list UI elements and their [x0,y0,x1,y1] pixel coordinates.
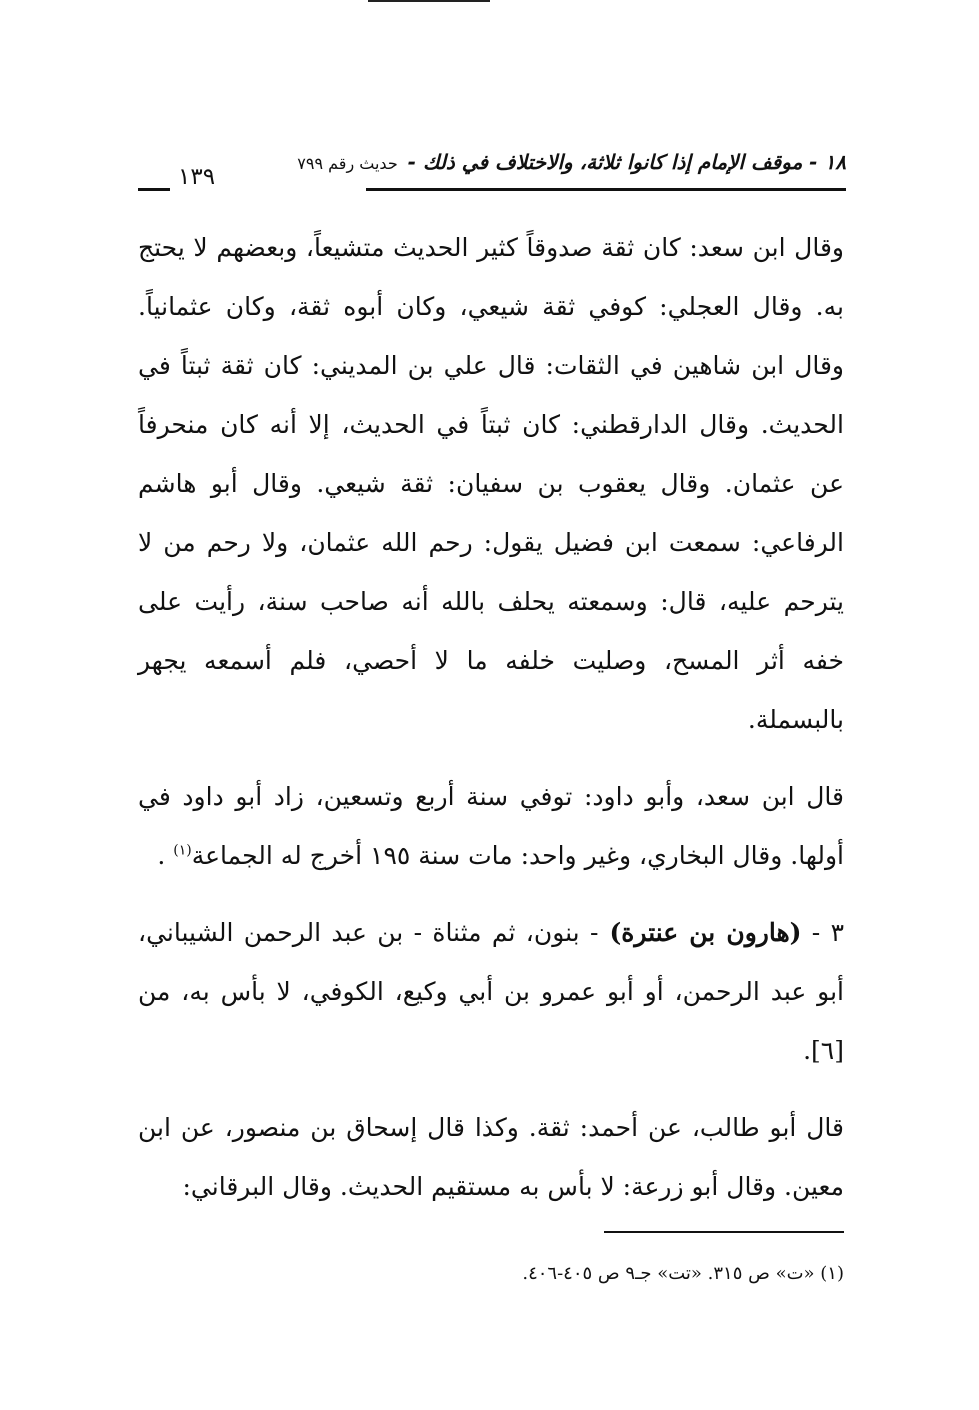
paragraph-2 [138,767,844,885]
running-title [297,150,846,174]
top-rule [368,0,490,2]
hadith-number: حديث رقم ٧٩٩ [297,154,398,173]
chapter-title: ١٨ - موقف الإمام إذا كانوا ثلاثة، والاختلاف في ذلك - [407,150,846,174]
page-number: ١٣٩ [178,164,216,190]
paragraph-3-text: - بنون، ثم مثناة - بن عبد الرحمن الشيباني، أبو عبد الرحمن، أو أبو عمرو بن أبي وكيع، الكوفي، لا بأس به، من [٦]. [138,918,844,1065]
body-text [138,218,844,1216]
paragraph-2-end: . [157,841,174,870]
entry-number: ٣ - [801,918,844,947]
footnote-rule [604,1231,844,1233]
narrator-name: (هارون بن عنترة) [598,918,802,947]
paragraph-2-text: قال ابن سعد، وأبو داود: توفي سنة أربع وتسعين، زاد أبو داود في أولها. وقال البخاري، وغير واحد: مات سنة ١٩٥ أخرج له الجماعة [138,782,844,870]
footnote: (١) «ت» ص ٣١٥. «تت» جـ٩ ص ٤٠٥-٤٠٦. [522,1263,844,1284]
header-rule-long [366,188,846,191]
header-rule-short [138,188,170,191]
paragraph-3 [138,903,844,1080]
paragraph-4: قال أبو طالب، عن أحمد: ثقة. وكذا قال إسحاق بن منصور، عن ابن معين. وقال أبو زرعة: لا بأس به مستقيم الحديث. وقال البرقاني: [138,1113,844,1201]
footnote-marker: (١) [173,842,192,859]
paragraph-1: وقال ابن سعد: كان ثقة صدوقاً كثير الحديث متشيعاً، وبعضهم لا يحتج به. وقال العجلي: كوفي ثقة شيعي، وكان أبوه ثقة، وكان عثمانياً. وقال ابن شاهين في الثقات: قال علي بن المديني: كان ثقة ثبتاً في الحديث. وقال الدارقطني: كان ثبتاً في الحديث، إلا أنه كان منحرفاً عن عثمان. وقال يعقوب بن سفيان: ثقة شيعي. وقال أبو هاشم الرفاعي: سمعت ابن فضيل يقول: رحم الله عثمان، ولا رحم من لا يترحم عليه، قال: وسمعته يحلف بالله أنه صاحب سنة، رأيت على خفه أثر المسح، وصليت خلفه ما لا أحصي، فلم أسمعه يجهر بالبسملة. [138,233,844,734]
page-header [138,150,846,190]
